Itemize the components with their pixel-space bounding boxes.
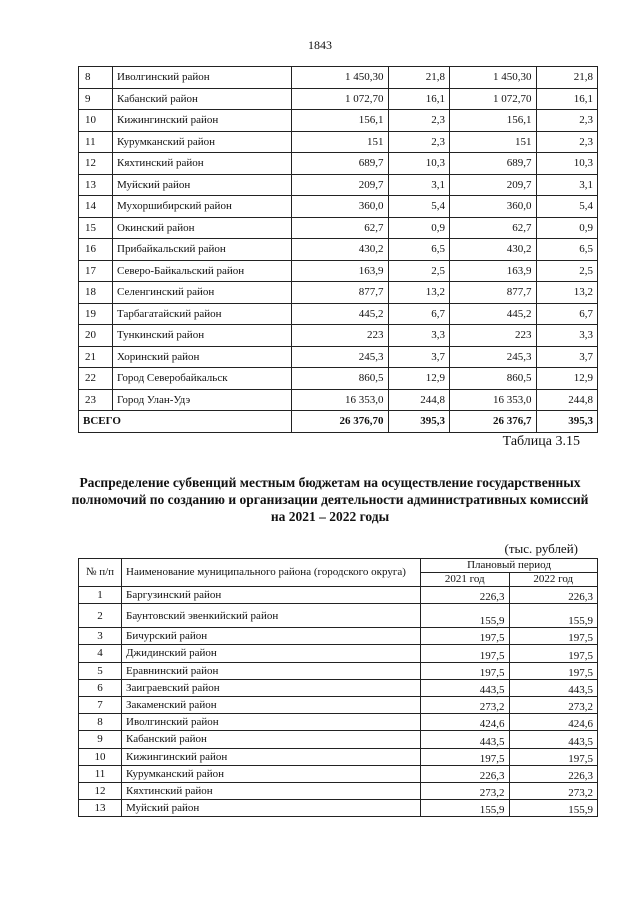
- value-cell: 223: [292, 325, 389, 347]
- table-row: [79, 731, 598, 748]
- district-name: Окинский район: [113, 217, 292, 239]
- units-label: (тыс. рублей): [504, 541, 578, 556]
- section-title: Распределение субвенций местным бюджетам на осуществление государственных полномочий по созданию и организации деятельности административных комиссий на 2021 – 2022 годы: [71, 475, 589, 524]
- value-2022: 273,2: [509, 782, 598, 799]
- table-row: [79, 604, 598, 628]
- value-cell: 877,7: [450, 282, 537, 304]
- row-number: 22: [79, 368, 113, 390]
- row-number: 15: [79, 217, 113, 239]
- district-name: Курумканский район: [122, 765, 421, 782]
- value-2022: 197,5: [509, 748, 598, 765]
- value-cell: 0,9: [536, 217, 597, 239]
- value-cell: 5,4: [388, 196, 449, 218]
- row-number: 13: [79, 174, 113, 196]
- row-number: 8: [79, 67, 113, 89]
- value-2021: 424,6: [421, 714, 510, 731]
- total-value: 395,3: [388, 411, 449, 433]
- value-cell: 1 072,70: [450, 88, 537, 110]
- total-row: [79, 411, 598, 433]
- table-row: [79, 696, 598, 713]
- table2-body: [79, 587, 598, 817]
- value-cell: 245,3: [292, 346, 389, 368]
- value-2021: 155,9: [421, 604, 510, 628]
- row-number: 13: [79, 800, 122, 817]
- value-cell: 62,7: [292, 217, 389, 239]
- value-cell: 62,7: [450, 217, 537, 239]
- value-cell: 3,7: [388, 346, 449, 368]
- value-cell: 2,3: [388, 131, 449, 153]
- value-cell: 209,7: [450, 174, 537, 196]
- value-cell: 877,7: [292, 282, 389, 304]
- district-name: Муйский район: [113, 174, 292, 196]
- table-row: [79, 346, 598, 368]
- row-number: 2: [79, 604, 122, 628]
- table-row: [79, 131, 598, 153]
- value-cell: 360,0: [450, 196, 537, 218]
- district-name: Тарбагатайский район: [113, 303, 292, 325]
- table-row: [79, 260, 598, 282]
- table-caption: Таблица 3.15: [502, 434, 580, 449]
- value-cell: 245,3: [450, 346, 537, 368]
- value-cell: 16 353,0: [450, 389, 537, 411]
- table-row: [79, 748, 598, 765]
- value-2021: 197,5: [421, 645, 510, 662]
- value-cell: 244,8: [536, 389, 597, 411]
- value-cell: 21,8: [536, 67, 597, 89]
- district-name: Баргузинский район: [122, 587, 421, 604]
- total-value: 26 376,70: [292, 411, 389, 433]
- value-2021: 155,9: [421, 800, 510, 817]
- value-cell: 21,8: [388, 67, 449, 89]
- district-name: Баунтовский эвенкийский район: [122, 604, 421, 628]
- header-name: Наименование муниципального района (городского округа): [122, 559, 421, 587]
- value-cell: 6,7: [388, 303, 449, 325]
- district-name: Иволгинский район: [113, 67, 292, 89]
- value-cell: 2,5: [388, 260, 449, 282]
- value-cell: 223: [450, 325, 537, 347]
- value-cell: 1 450,30: [292, 67, 389, 89]
- total-value: 26 376,7: [450, 411, 537, 433]
- value-cell: 445,2: [450, 303, 537, 325]
- value-cell: 6,7: [536, 303, 597, 325]
- table-row: [79, 239, 598, 261]
- value-cell: 2,3: [388, 110, 449, 132]
- administrative-commissions-table: [78, 558, 598, 817]
- table-row: [79, 587, 598, 604]
- row-number: 11: [79, 765, 122, 782]
- row-number: 16: [79, 239, 113, 261]
- value-cell: 2,5: [536, 260, 597, 282]
- value-2022: 226,3: [509, 765, 598, 782]
- row-number: 5: [79, 662, 122, 679]
- total-label: ВСЕГО: [79, 411, 292, 433]
- table-row: [79, 67, 598, 89]
- value-cell: 16 353,0: [292, 389, 389, 411]
- value-cell: 1 072,70: [292, 88, 389, 110]
- district-name: Иволгинский район: [122, 714, 421, 731]
- district-name: Кижингинский район: [122, 748, 421, 765]
- table-row: [79, 645, 598, 662]
- table-row: [79, 325, 598, 347]
- row-number: 6: [79, 679, 122, 696]
- row-number: 10: [79, 110, 113, 132]
- value-2021: 226,3: [421, 765, 510, 782]
- table-row: [79, 174, 598, 196]
- district-name: Джидинский район: [122, 645, 421, 662]
- table-row: [79, 628, 598, 645]
- value-cell: 860,5: [450, 368, 537, 390]
- row-number: 11: [79, 131, 113, 153]
- value-2022: 443,5: [509, 679, 598, 696]
- table-row: [79, 679, 598, 696]
- header-num: № п/п: [79, 559, 122, 587]
- table-row: [79, 88, 598, 110]
- value-cell: 12,9: [536, 368, 597, 390]
- row-number: 20: [79, 325, 113, 347]
- table-row: [79, 662, 598, 679]
- district-name: Хоринский район: [113, 346, 292, 368]
- value-2022: 424,6: [509, 714, 598, 731]
- table1-body: [79, 67, 598, 433]
- value-2021: 197,5: [421, 628, 510, 645]
- value-cell: 163,9: [292, 260, 389, 282]
- row-number: 12: [79, 153, 113, 175]
- district-name: Бичурский район: [122, 628, 421, 645]
- header-year-2022: 2022 год: [509, 573, 598, 587]
- value-2021: 443,5: [421, 731, 510, 748]
- value-2022: 226,3: [509, 587, 598, 604]
- value-2022: 197,5: [509, 662, 598, 679]
- table-row: [79, 153, 598, 175]
- value-cell: 6,5: [388, 239, 449, 261]
- table-row: [79, 368, 598, 390]
- row-number: 12: [79, 782, 122, 799]
- row-number: 23: [79, 389, 113, 411]
- district-name: Тункинский район: [113, 325, 292, 347]
- value-2022: 443,5: [509, 731, 598, 748]
- value-2021: 226,3: [421, 587, 510, 604]
- value-cell: 5,4: [536, 196, 597, 218]
- district-name: Еравнинский район: [122, 662, 421, 679]
- row-number: 18: [79, 282, 113, 304]
- value-2022: 155,9: [509, 800, 598, 817]
- value-cell: 689,7: [450, 153, 537, 175]
- table-row: [79, 217, 598, 239]
- table-row: [79, 282, 598, 304]
- value-cell: 156,1: [292, 110, 389, 132]
- value-cell: 2,3: [536, 110, 597, 132]
- table-row: [79, 765, 598, 782]
- district-name: Заиграевский район: [122, 679, 421, 696]
- row-number: 1: [79, 587, 122, 604]
- row-number: 14: [79, 196, 113, 218]
- value-cell: 3,1: [536, 174, 597, 196]
- row-number: 9: [79, 731, 122, 748]
- district-name: Селенгинский район: [113, 282, 292, 304]
- value-cell: 3,1: [388, 174, 449, 196]
- value-cell: 209,7: [292, 174, 389, 196]
- table-row: [79, 714, 598, 731]
- value-cell: 16,1: [536, 88, 597, 110]
- value-2022: 197,5: [509, 645, 598, 662]
- table-row: [79, 389, 598, 411]
- value-cell: 3,3: [536, 325, 597, 347]
- table-row: [79, 303, 598, 325]
- row-number: 9: [79, 88, 113, 110]
- value-cell: 10,3: [536, 153, 597, 175]
- page-number: 1843: [308, 38, 332, 52]
- row-number: 19: [79, 303, 113, 325]
- district-name: Закаменский район: [122, 696, 421, 713]
- value-cell: 244,8: [388, 389, 449, 411]
- value-cell: 3,7: [536, 346, 597, 368]
- value-cell: 445,2: [292, 303, 389, 325]
- value-2021: 273,2: [421, 782, 510, 799]
- value-cell: 156,1: [450, 110, 537, 132]
- row-number: 10: [79, 748, 122, 765]
- district-name: Кяхтинский район: [122, 782, 421, 799]
- district-name: Кабанский район: [122, 731, 421, 748]
- value-cell: 13,2: [536, 282, 597, 304]
- district-name: Город Северобайкальск: [113, 368, 292, 390]
- value-cell: 151: [450, 131, 537, 153]
- value-cell: 689,7: [292, 153, 389, 175]
- district-name: Курумканский район: [113, 131, 292, 153]
- value-cell: 360,0: [292, 196, 389, 218]
- district-name: Кижингинский район: [113, 110, 292, 132]
- district-name: Мухоршибирский район: [113, 196, 292, 218]
- value-2022: 155,9: [509, 604, 598, 628]
- subsidy-table-continued: [78, 66, 598, 433]
- district-name: Муйский район: [122, 800, 421, 817]
- table-row: [79, 196, 598, 218]
- value-cell: 151: [292, 131, 389, 153]
- value-2021: 273,2: [421, 696, 510, 713]
- header-period: Плановый период: [421, 559, 598, 573]
- value-2021: 197,5: [421, 748, 510, 765]
- value-cell: 860,5: [292, 368, 389, 390]
- value-cell: 13,2: [388, 282, 449, 304]
- table-row: [79, 782, 598, 799]
- row-number: 17: [79, 260, 113, 282]
- value-cell: 163,9: [450, 260, 537, 282]
- row-number: 4: [79, 645, 122, 662]
- value-cell: 2,3: [536, 131, 597, 153]
- value-cell: 10,3: [388, 153, 449, 175]
- district-name: Прибайкальский район: [113, 239, 292, 261]
- value-2021: 197,5: [421, 662, 510, 679]
- table-row: [79, 110, 598, 132]
- value-cell: 1 450,30: [450, 67, 537, 89]
- row-number: 8: [79, 714, 122, 731]
- value-cell: 12,9: [388, 368, 449, 390]
- district-name: Город Улан-Удэ: [113, 389, 292, 411]
- district-name: Кабанский район: [113, 88, 292, 110]
- row-number: 21: [79, 346, 113, 368]
- value-2022: 197,5: [509, 628, 598, 645]
- row-number: 7: [79, 696, 122, 713]
- table-row: [79, 800, 598, 817]
- row-number: 3: [79, 628, 122, 645]
- value-cell: 3,3: [388, 325, 449, 347]
- header-year-2021: 2021 год: [421, 573, 510, 587]
- district-name: Кяхтинский район: [113, 153, 292, 175]
- value-cell: 430,2: [292, 239, 389, 261]
- value-2021: 443,5: [421, 679, 510, 696]
- total-value: 395,3: [536, 411, 597, 433]
- value-cell: 430,2: [450, 239, 537, 261]
- value-cell: 16,1: [388, 88, 449, 110]
- district-name: Северо-Байкальский район: [113, 260, 292, 282]
- table2-header: [79, 559, 598, 587]
- value-cell: 0,9: [388, 217, 449, 239]
- value-2022: 273,2: [509, 696, 598, 713]
- value-cell: 6,5: [536, 239, 597, 261]
